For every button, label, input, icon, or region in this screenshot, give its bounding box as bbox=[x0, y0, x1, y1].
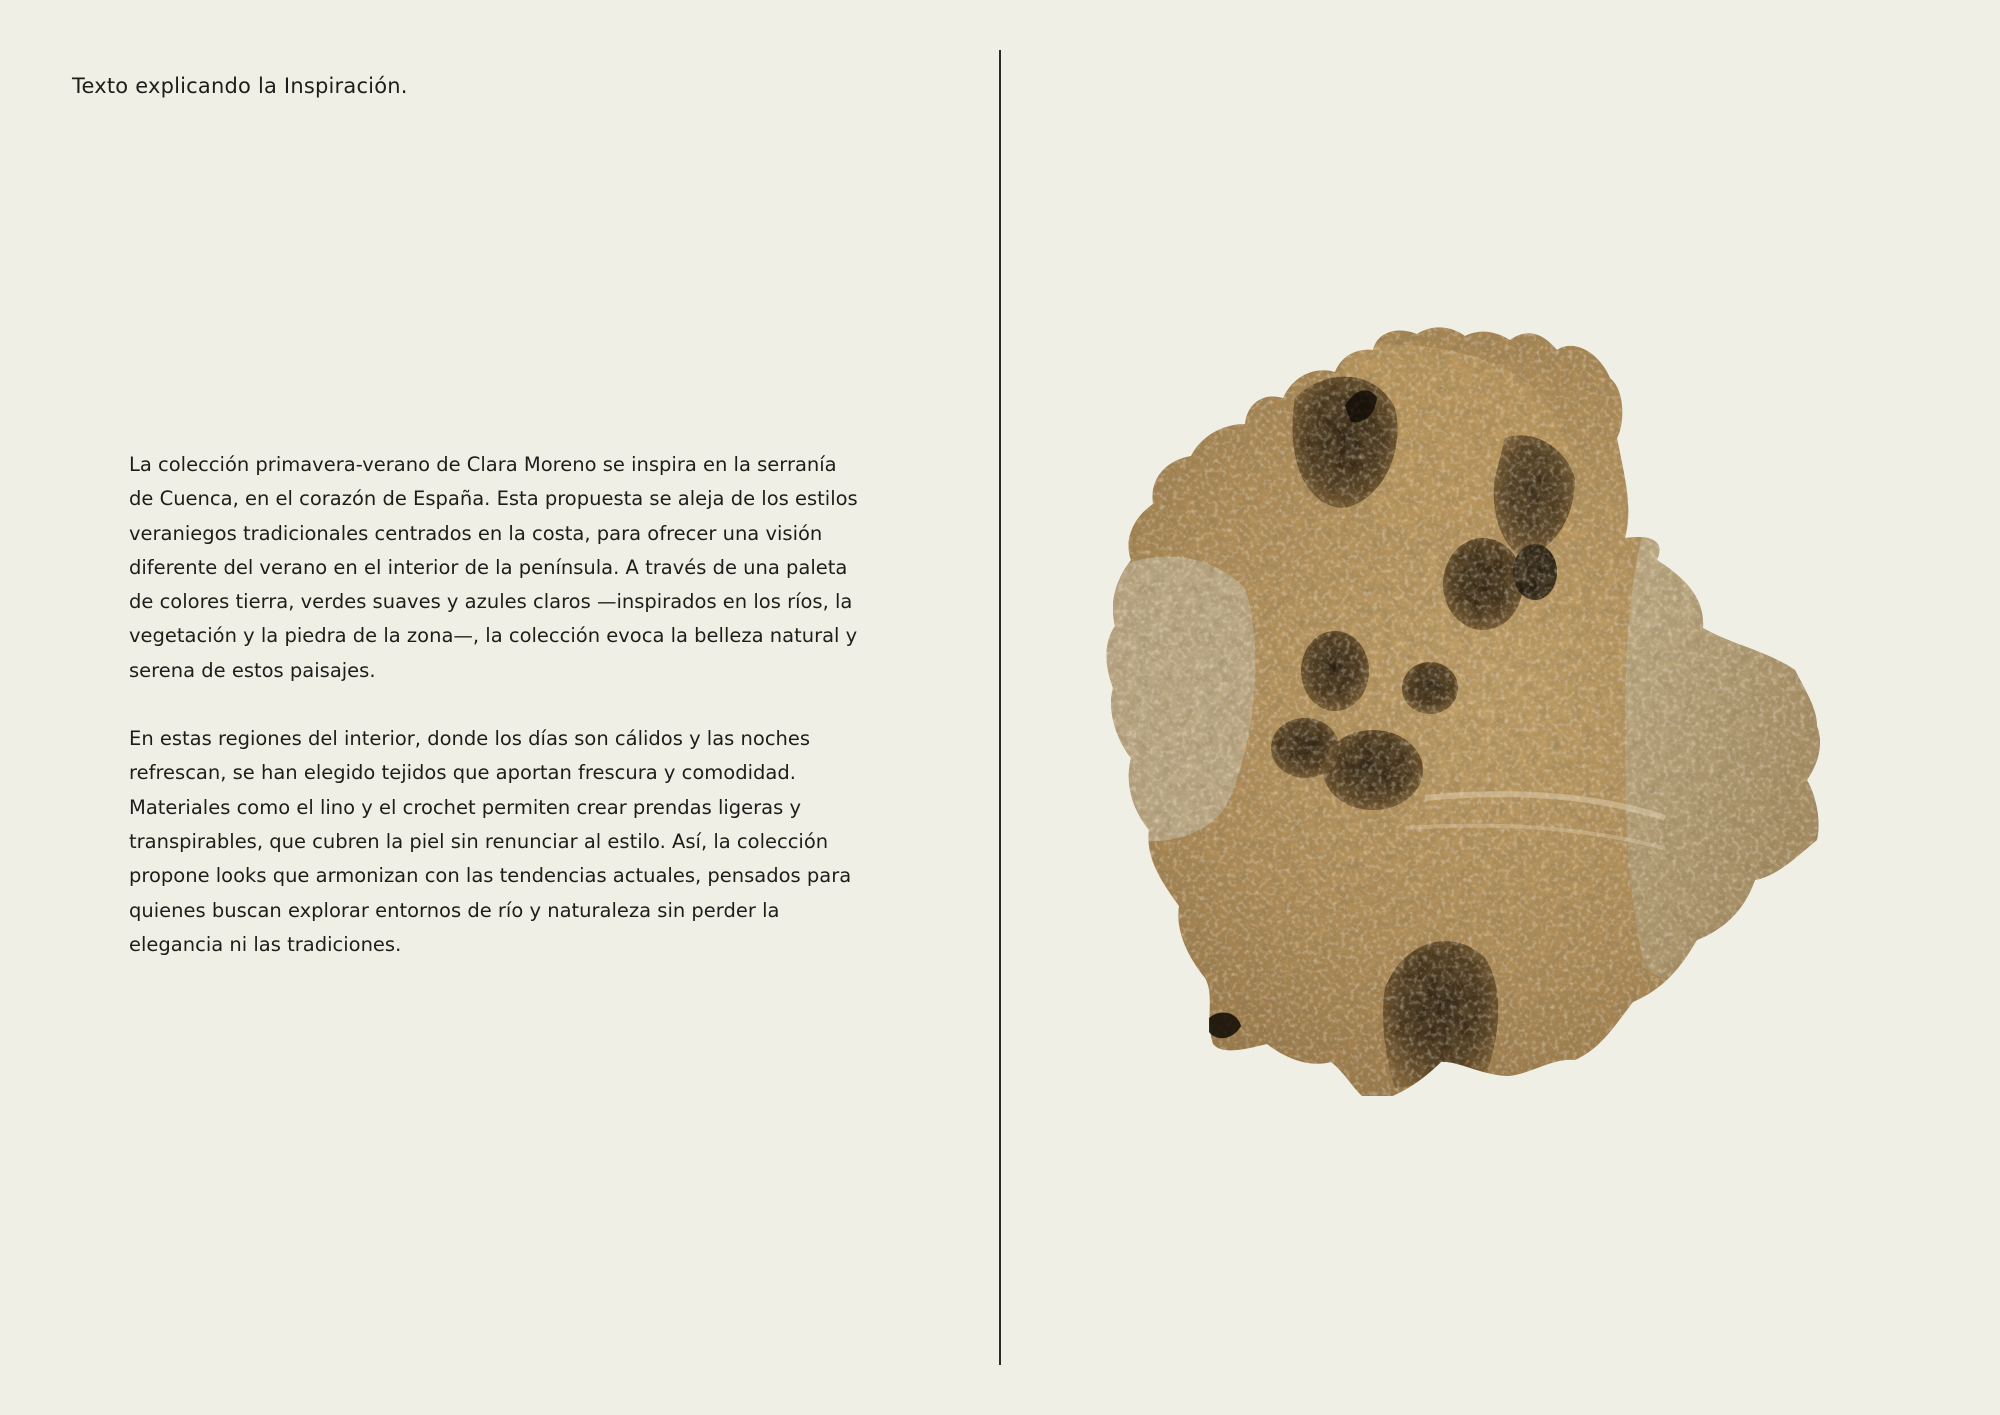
rock-image bbox=[1085, 318, 1915, 1096]
paragraph-2: En estas regiones del interior, donde los días son cálidos y las noches refrescan, se han elegido tejidos que aportan frescura y comodidad. Materiales como el lino y el crochet permiten crear prendas ligeras y transpirables, que cubren la piel sin renunciar al estilo. Así, la colección propone looks que armonizan con las tendencias actuales, pensados para quienes buscan explorar entornos de río y naturaleza sin perder la elegancia ni las tradiciones. bbox=[129, 727, 852, 956]
inspiration-note: Texto explicando la Inspiración. bbox=[72, 74, 408, 98]
inspiration-body bbox=[129, 448, 864, 996]
paragraph-1: La colección primavera-verano de Clara Moreno se inspira en la serranía de Cuenca, en el corazón de España. Esta propuesta se aleja de los estilos veraniegos tradicionales centrados en la costa, para ofrecer una visión diferente del verano en el interior de la península. A través de una paleta de colores tierra, verdes suaves y azules claros —inspirados en los ríos, la vegetación y la piedra de la zona—, la colección evoca la belleza natural y serena de estos paisajes. bbox=[129, 453, 858, 682]
rock-illustration bbox=[1085, 318, 1915, 1096]
left-page bbox=[0, 0, 999, 1415]
